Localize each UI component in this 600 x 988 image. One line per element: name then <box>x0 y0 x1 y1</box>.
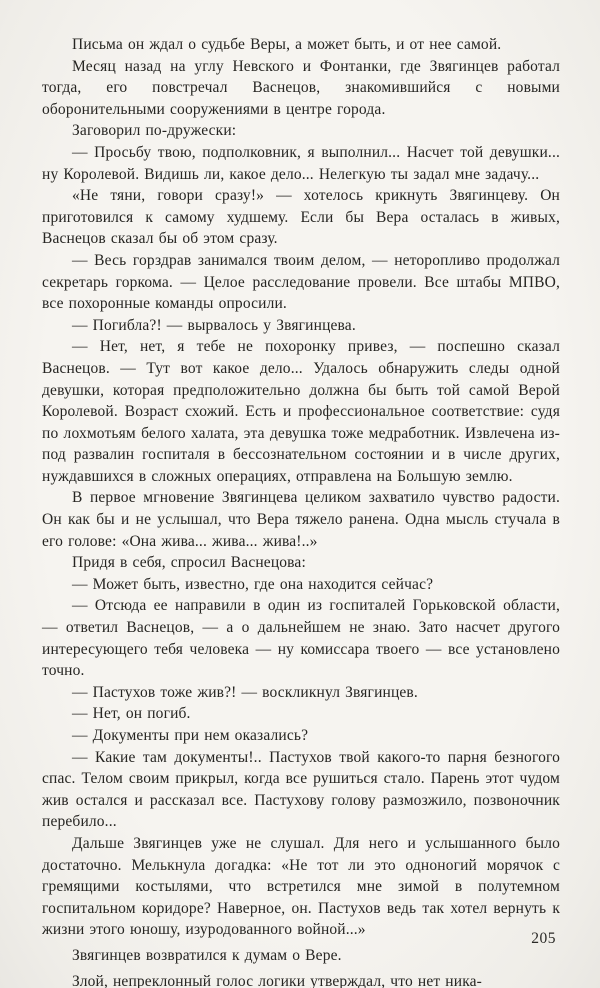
paragraph-dialogue: — Пастухов тоже жив?! — воскликнул Звягинцев. <box>72 683 418 701</box>
paragraph-dialogue: — Просьбу твою, подполковник, я выполнил... Насчет той девушки... ну Королевой. Видишь ли, какое дело... Нелегкую ты задал мне задачу... <box>42 143 560 183</box>
paragraph: Придя в себя, спросил Васнецова: <box>72 554 306 572</box>
paragraph: Заговорил по-дружески: <box>72 122 237 140</box>
paragraph-dialogue: — Нет, нет, я тебе не похоронку привез, — поспешно сказал Васнецов. — Тут вот какое дело... Удалось обнаружить следы одной девушки, которая предположительно должна бы быть той самой Верой Королевой. Возраст схожий. Есть и профессиональное соответствие: судя по лохмотьям белого халата, эта девушка тоже медработник. Извлечена из-под развалин госпиталя в бессознательном состоянии и в числе других, нуждавшихся в сложных операциях, отправлена на Большую землю. <box>42 338 560 485</box>
paragraph: Дальше Звягинцев уже не слушал. Для него и услышанного было достаточно. Мелькнула догадка: «Не тот ли это одноногий морячок с гремящими костылями, что встретился мне зимой в полутемном госпитальном коридоре? Наверное, он. Пастухов ведь так хотел вернуть к жизни этого юношу, изуродованного войной...» <box>42 834 560 939</box>
page-number: 205 <box>531 930 556 947</box>
page-text-block <box>42 34 560 988</box>
paragraph-dialogue: — Весь горздрав занимался твоим делом, — неторопливо продолжал секретарь горкома. — Целое расследование провели. Все штабы МПВО, все похоронные команды опросили. <box>42 251 560 313</box>
paragraph-dialogue: — Погибла?! — вырвалось у Звягинцева. <box>72 316 356 334</box>
paragraph: Звягинцев возвратился к думам о Вере. <box>72 946 342 964</box>
paragraph: «Не тяни, говори сразу!» — хотелось крикнуть Звягинцеву. Он приготовился к самому худшему. Если бы Вера осталась в живых, Васнецов сказал бы об этом сразу. <box>42 187 560 248</box>
paragraph-dialogue: — Может быть, известно, где она находится сейчас? <box>72 575 434 593</box>
paragraph: В первое мгновение Звягинцева целиком захватило чувство радости. Он как бы и не услышал, что Вера тяжело ранена. Одна мысль стучала в его голове: «Она жива... жива... жива!..» <box>42 489 560 550</box>
paragraph: Письма он ждал о судьбе Веры, а может быть, и от нее самой. <box>72 36 502 53</box>
paragraph: Злой, непреклонный голос логики утверждал, что нет ника- <box>72 972 482 988</box>
paragraph-dialogue: — Документы при нем оказались? <box>72 727 309 744</box>
paragraph-dialogue: — Какие там документы!.. Пастухов твой какого-то парня безногого спас. Телом своим прикрыл, когда все рушиться стало. Парень этот чудом жив остался и рассказал все. Пастухову голову размозжило, позвоночник перебило... <box>42 748 560 831</box>
paragraph: Месяц назад на углу Невского и Фонтанки, где Звягинцев работал тогда, его повстречал Васнецов, знакомившийся с новыми оборонительными сооружениями в центре города. <box>42 57 560 118</box>
paragraph-dialogue: — Нет, он погиб. <box>72 705 191 723</box>
paragraph-dialogue: — Отсюда ее направили в один из госпиталей Горьковской области, — ответил Васнецов, — а о дальнейшем не знаю. Зато насчет другого интересующего тебя человека — ну комиссара твоего — все установлено точно. <box>42 597 560 680</box>
